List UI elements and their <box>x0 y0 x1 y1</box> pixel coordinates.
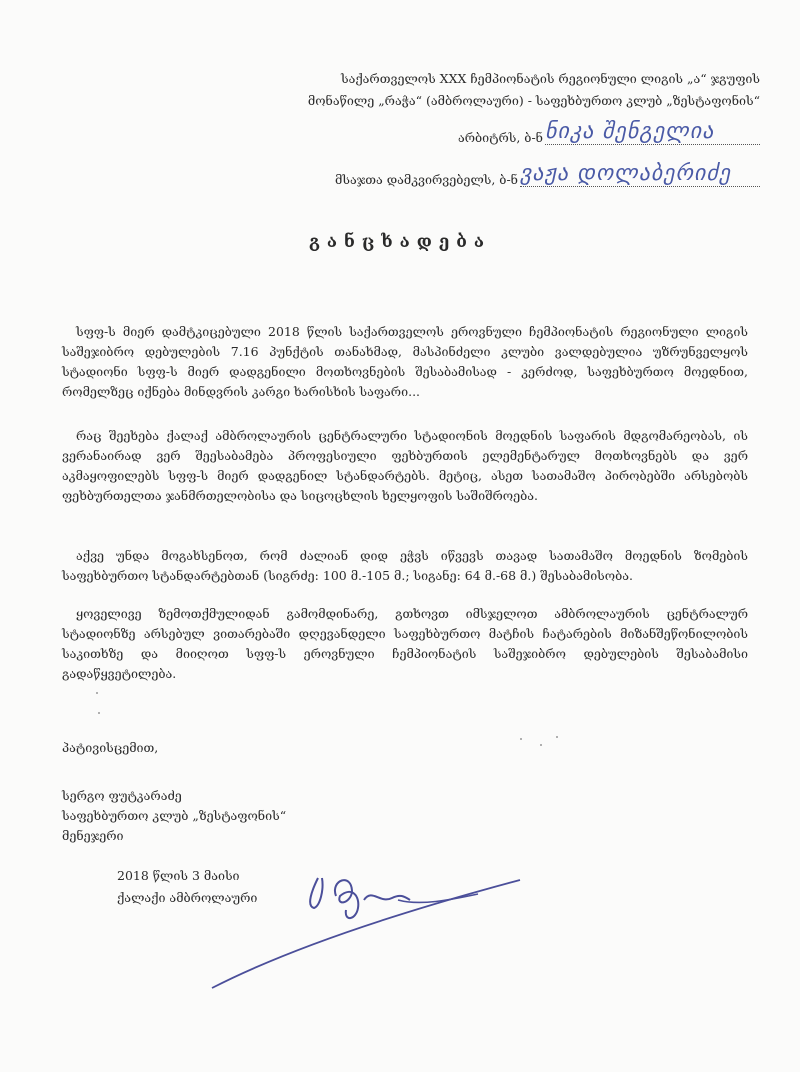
letter-date: 2018 წლის 3 მაისი <box>117 868 240 883</box>
scan-speck <box>520 738 522 740</box>
referee-label: არბიტრს, ბ-ნ <box>457 130 543 145</box>
scan-speck <box>556 736 558 738</box>
paragraph-2: რაც შეეხება ქალაქ ამბროლაურის ცენტრალური სტადიონის მოედნის საფარის მდგომარეობას, ის ვერანაირად ვერ შეესაბამება პროფესიული ფეხბურთის ელემენტარულ მოთხოვნებს და ვერ აკმაყოფილებს სფფ-ს მიერ დადგენილ სტანდარტებს. მეტიც, ასეთ სათამაშო პირობებში არსებობს ფეხბურთელთა ჯანმრთელობისა და სიცოცხლის ხელყოფის საშიშროება. <box>62 428 748 503</box>
letter-place: ქალაქი ამბროლაური <box>117 890 258 905</box>
referee-handwritten-name: ნიკა შენგელია <box>545 119 715 144</box>
observer-handwritten-name: ვაჟა დოლაბერიძე <box>520 161 732 186</box>
scan-speck <box>96 692 98 694</box>
scan-speck <box>540 744 542 746</box>
document-title: განცხადება <box>308 232 492 252</box>
observer-label: მსაჯთა დამკვირვებელს, ბ-ნ <box>335 172 518 187</box>
scan-speck <box>98 712 100 714</box>
sender-name: სერგო ფუტკარაძე <box>62 788 182 803</box>
closing-greeting: პატივისცემით, <box>62 740 159 755</box>
paragraph-4: ყოველივე ზემოთქმულიდან გამომდინარე, გთხოვთ იმსჯელოთ ამბროლაურის ცენტრალურ სტადიონზე არსებულ ვითარებაში დღევანდელი საფეხბურთო მატჩის ჩატარების მიზანშეწონილობის საკითხზე და მიიღოთ სფფ-ს ეროვნული ჩემპიონატის საშეჯიბრო დებულების შესაბამისი გადაწყვეტილება. <box>62 606 748 681</box>
paragraph-1: სფფ-ს მიერ დამტკიცებული 2018 წლის საქართველოს ეროვნული ჩემპიონატის რეგიონული ლიგის საშეჯიბრო დებულების 7.16 პუნქტის თანახმად, მასპინძელი კლუბი ვალდებულია უზრუნველყოს სტადიონი სფფ-ს მიერ დადგენილი მოთხოვნების შესაბამისად - კერძოდ, საფეხბურთო მოედნით, რომელზეც იქნება მინდვრის კარგი ხარისხის საფარი... <box>62 324 748 399</box>
paragraph-3: აქვე უნდა მოგახსენოთ, რომ ძალიან დიდ ეჭვს იწვევს თავად სათამაშო მოედნის ზომების საფეხბურთო სტანდარტებთან (სიგრძე: 100 მ.-105 მ.; სიგანე: 64 მ.-68 მ.) შესაბამისობა. <box>62 548 748 583</box>
sender-organization: საფეხბურთო კლუბ „ზესტაფონის“ <box>62 808 287 823</box>
addressee-line-1: საქართველოს XXX ჩემპიონატის რეგიონული ლიგის „ა“ ჯგუფის <box>341 71 760 86</box>
addressee-line-2: მონაწილე „რაჭა“ (ამბროლაური) - საფეხბურთო კლუბ „ზესტაფონის“ <box>307 93 760 108</box>
sender-role: მენეჯერი <box>62 828 124 843</box>
